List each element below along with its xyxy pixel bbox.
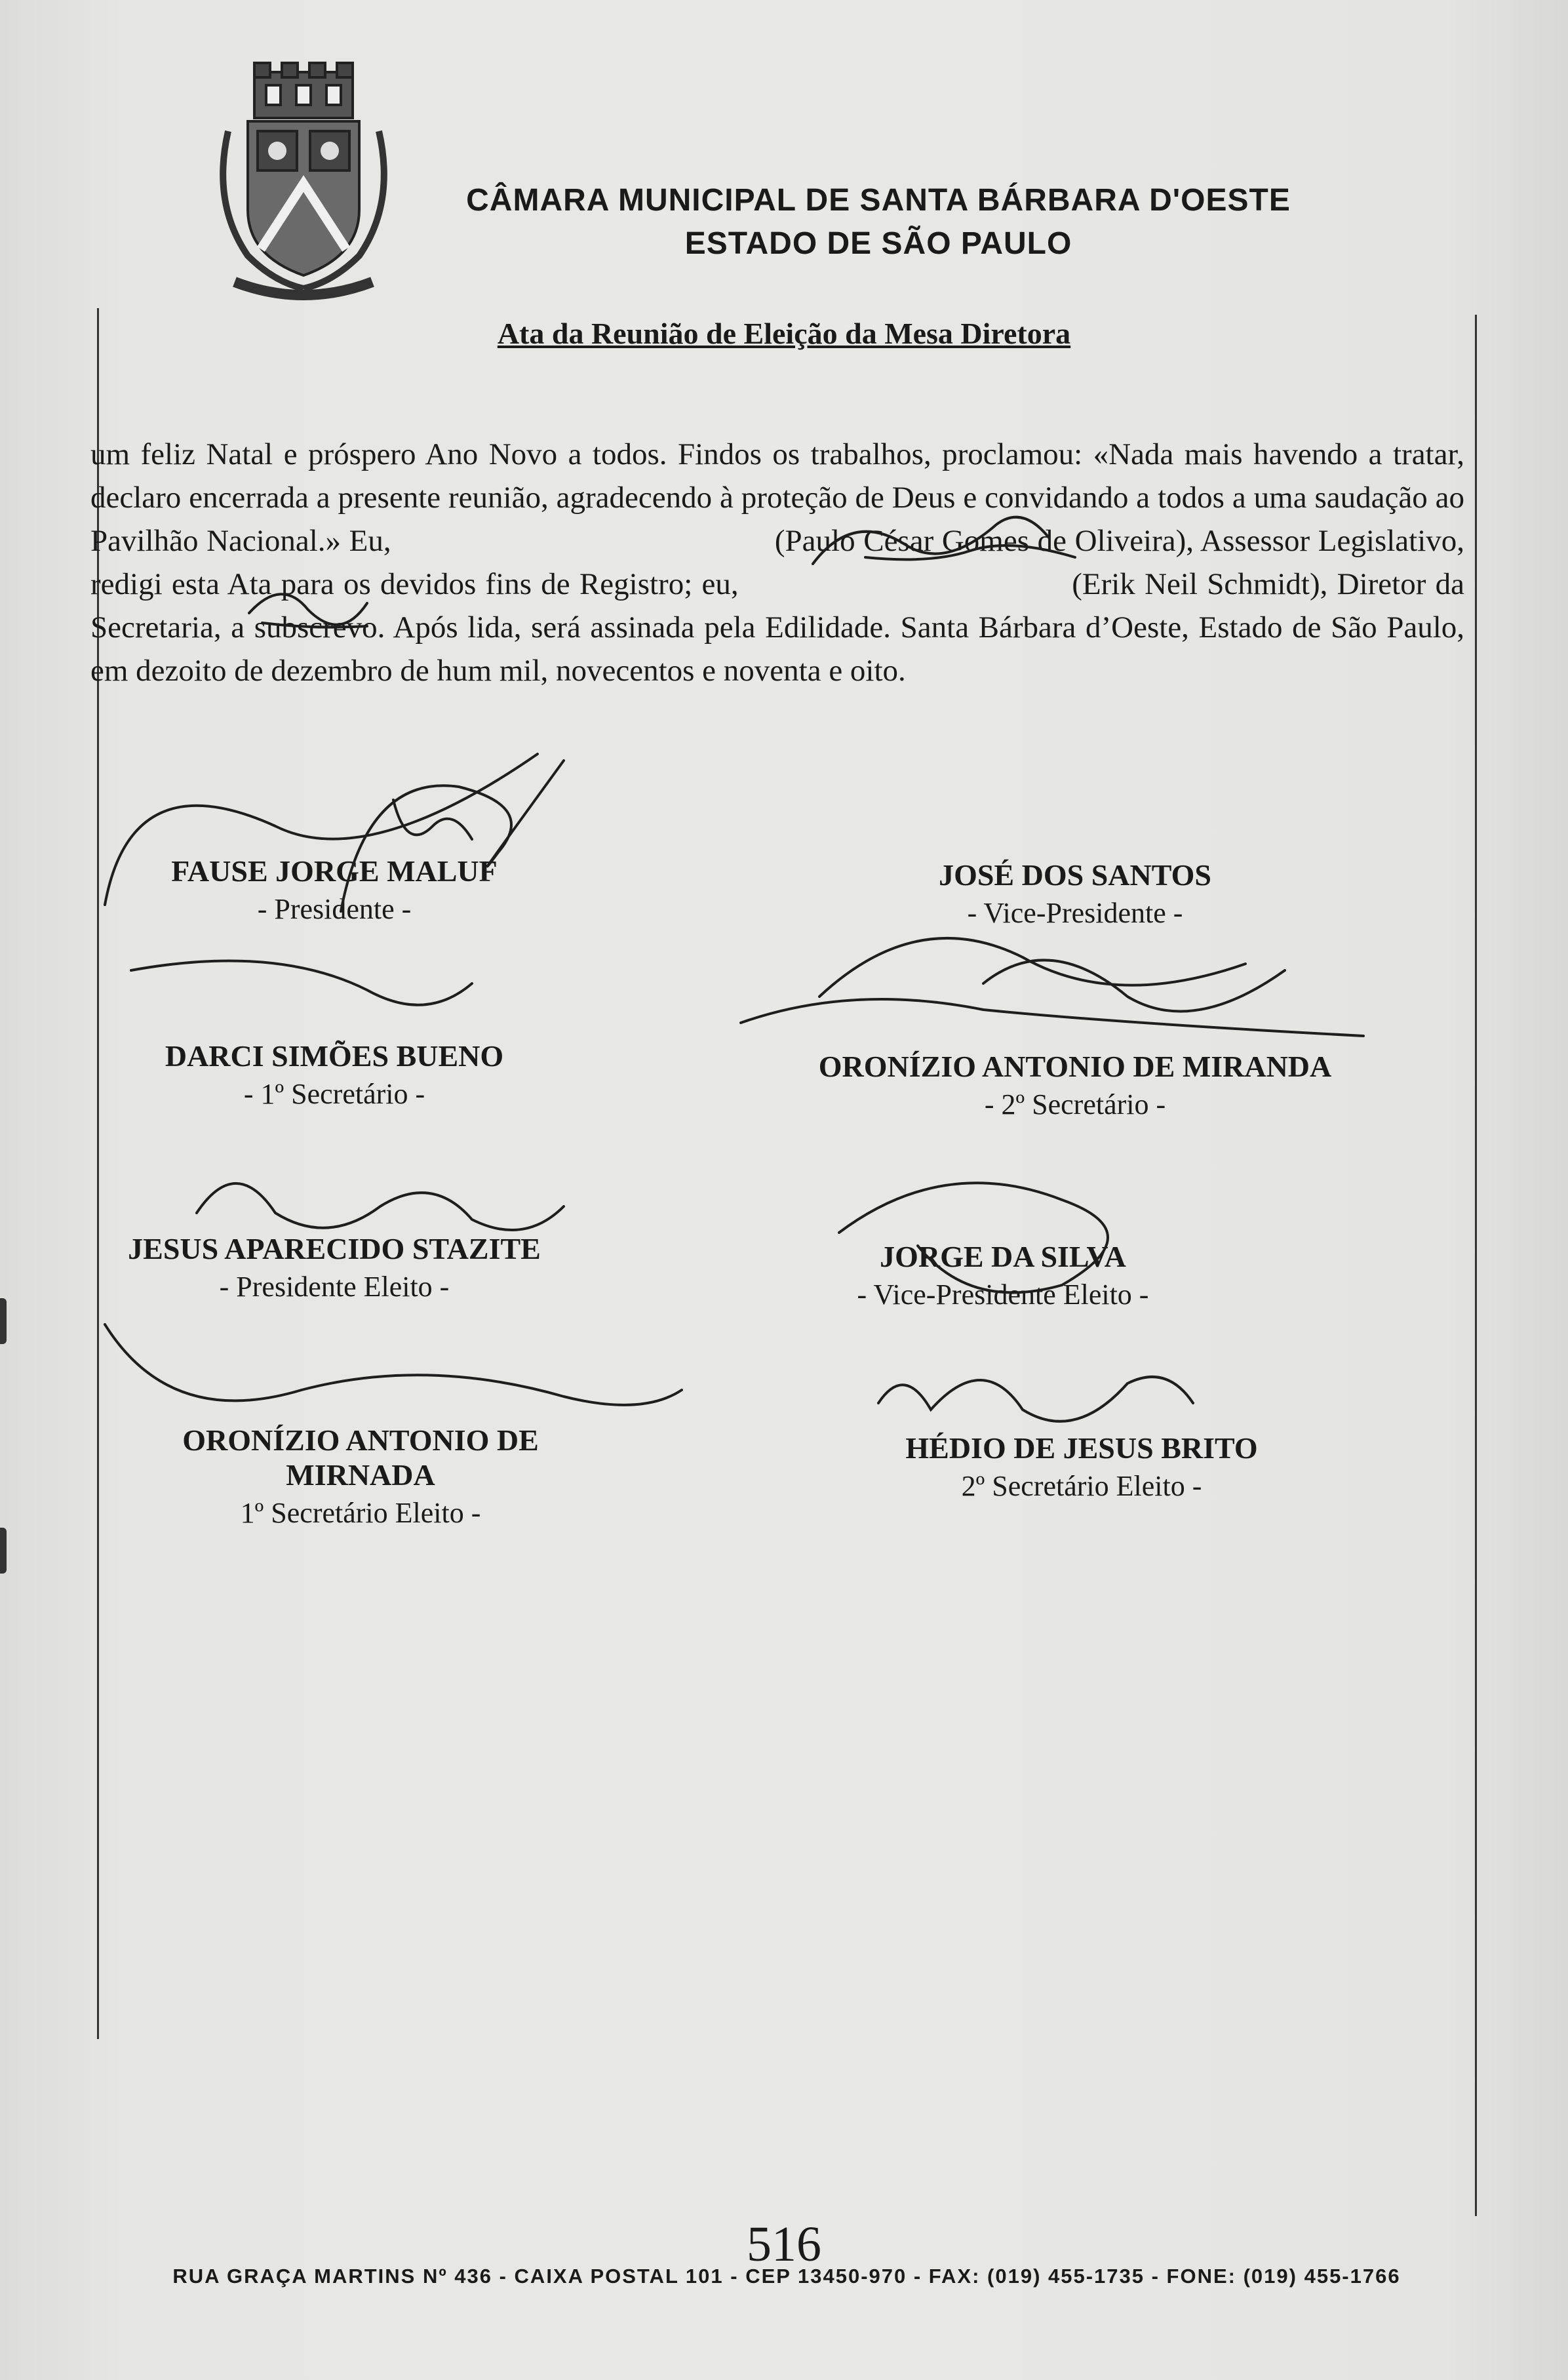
right-margin-line: [1475, 315, 1477, 2216]
signatory-name: HÉDIO DE JESUS BRITO: [905, 1431, 1258, 1465]
body-text-part: (Erik Neil Schmidt), Diretor da Secretaria, a subscrevo. Após lida, será assinada pela Edilidade. Santa Bárbara d’Oeste, Estado de São Paulo, em dezoito de dezembro de hum mil, novecentos e noventa e oito.: [90, 567, 1465, 688]
signature-block: [39, 1039, 629, 1111]
signatory-role: - Presidente Eleito -: [219, 1271, 450, 1303]
signatory-name: ORONÍZIO ANTONIO DE MIRANDA: [818, 1050, 1332, 1083]
signature-block: [780, 858, 1370, 930]
signature-block: [787, 1431, 1377, 1503]
signatory-name: JOSÉ DOS SANTOS: [939, 858, 1211, 892]
signature-block: [105, 1423, 616, 1530]
signatory-role: - Vice-Presidente Eleito -: [857, 1279, 1149, 1311]
binder-hole: [0, 1298, 7, 1344]
municipal-coat-of-arms: [208, 59, 399, 302]
signature-block: [39, 1231, 629, 1303]
signatory-role: - 2º Secretário -: [984, 1088, 1166, 1121]
document-title: Ata da Reunião de Eleição da Mesa Diretora: [497, 317, 1071, 350]
signatory-name: FAUSE JORGE MALUF: [171, 854, 498, 888]
signature-block: [39, 854, 629, 926]
body-text-part: um feliz Natal e próspero Ano Novo a todos. Findos os trabalhos, proclamou: «Nada mais havendo a tratar, declaro encerrada a presente reunião, agradecendo à proteção de Deus e convidando a todos a uma saudação ao Pavilhão Nacional.» Eu,: [90, 437, 1464, 558]
signatory-name: JESUS APARECIDO STAZITE: [128, 1232, 541, 1265]
state-name: ESTADO DE SÃO PAULO: [684, 226, 1072, 261]
signatory-role: - Vice-Presidente -: [967, 897, 1183, 929]
signatory-role: - 1º Secretário -: [243, 1078, 425, 1110]
signatory-name: DARCI SIMÕES BUENO: [165, 1039, 504, 1073]
footer-address: RUA GRAÇA MARTINS Nº 436 - CAIXA POSTAL 101 - CEP 13450-970 - FAX: (019) 455-1735 - FONE: (019) 455-1766: [172, 2265, 1401, 2288]
institution-name: CÂMARA MUNICIPAL DE SANTA BÁRBARA D'OESTE: [466, 183, 1291, 218]
body-text-part: (Paulo César Gomes de Oliveira), Assessor Legislativo, redigi esta Ata para os devidos fins de Registro; eu,: [90, 524, 1465, 601]
signature-block: [708, 1239, 1298, 1311]
page-number: 516: [747, 2217, 821, 2272]
signatory-role: 1º Secretário Eleito -: [240, 1497, 481, 1529]
binder-hole: [0, 1528, 7, 1574]
signature-block: [780, 1049, 1370, 1121]
signatory-name: ORONÍZIO ANTONIO DE MIRNADA: [182, 1423, 539, 1492]
signatory-name: JORGE DA SILVA: [880, 1240, 1126, 1273]
body-paragraph: [90, 433, 1464, 692]
signatory-role: - Presidente -: [257, 893, 412, 925]
signatory-role: 2º Secretário Eleito -: [961, 1470, 1202, 1502]
